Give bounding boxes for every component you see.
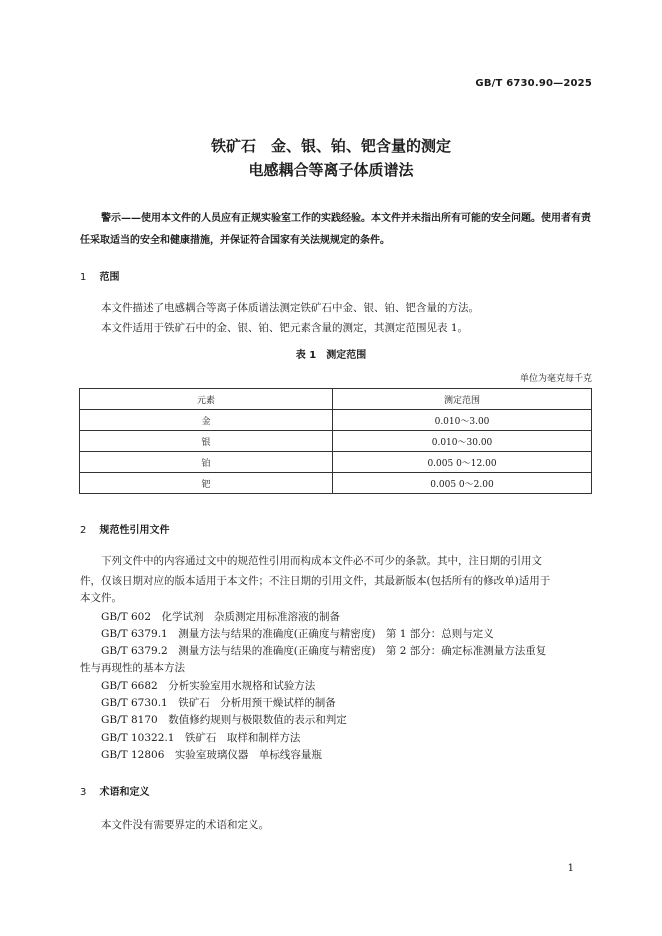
element-cell: 金 <box>80 410 333 431</box>
reference-item: GB/T 6682 分析实验室用水规格和试验方法 <box>101 680 316 692</box>
table-unit: 单位为毫克每千克 <box>519 374 592 384</box>
section2-intro-line: 下列文件中的内容通过文中的规范性引用而构成本文件必不可少的条款。其中，注日期的引用文 <box>101 555 542 567</box>
table-caption: 表 1 测定范围 <box>295 350 367 361</box>
section1-heading <box>80 268 119 283</box>
section2-title: 规范性引用文件 <box>99 525 170 536</box>
section3-number: 3 <box>80 787 87 798</box>
section2-number: 2 <box>80 525 87 536</box>
section1-paragraph: 本文件适用于铁矿石中的金、银、铂、钯元素含量的测定，其测定范围见表 1。 <box>101 322 469 334</box>
section2-heading <box>80 521 169 536</box>
reference-item: GB/T 12806 实验室玻璃仪器 单标线容量瓶 <box>101 749 322 761</box>
reference-item: GB/T 8170 数值修约规则与极限数值的表示和判定 <box>101 714 347 726</box>
table-header-row <box>80 389 592 410</box>
table-row <box>80 431 592 452</box>
element-cell: 铂 <box>80 452 333 473</box>
measurement-range-table <box>79 388 592 494</box>
table-row <box>80 452 592 473</box>
reference-item-continuation: 性与再现性的基本方法 <box>80 662 185 674</box>
element-cell: 钯 <box>80 473 333 494</box>
section2-intro-line: 本文件。 <box>80 592 122 604</box>
section1-number: 1 <box>80 272 87 283</box>
reference-item: GB/T 6379.2 测量方法与结果的准确度(正确度与精密度) 第 2 部分：确定标准测量方法重复 <box>101 645 547 657</box>
table-header-cell: 测定范围 <box>333 389 592 410</box>
table-row <box>80 410 592 431</box>
reference-item: GB/T 6730.1 铁矿石 分析用预干燥试样的制备 <box>101 697 336 709</box>
table-row <box>80 473 592 494</box>
section1-title: 范围 <box>99 272 120 283</box>
reference-item: GB/T 6379.1 测量方法与结果的准确度(正确度与精密度) 第 1 部分：总则与定义 <box>101 628 494 640</box>
range-cell: 0.010～30.00 <box>333 431 592 452</box>
range-cell: 0.010～3.00 <box>333 410 592 431</box>
table-header-cell: 元素 <box>80 389 333 410</box>
reference-item: GB/T 602 化学试剂 杂质测定用标准溶液的制备 <box>101 611 341 623</box>
document-title-line2: 电感耦合等离子体质谱法 <box>248 161 414 179</box>
range-cell: 0.005 0～2.00 <box>333 473 592 494</box>
warning-paragraph: 警示——使用本文件的人员应有正规实验室工作的实践经验。本文件并未指出所有可能的安全问题。使用者有责任采取适当的安全和健康措施，并保证符合国家有关法规规定的条件。 <box>80 213 591 246</box>
section3-heading <box>80 783 149 798</box>
reference-item: GB/T 10322.1 铁矿石 取样和制样方法 <box>101 732 301 744</box>
document-code: GB/T 6730.90—2025 <box>475 78 592 89</box>
range-cell: 0.005 0～12.00 <box>333 452 592 473</box>
page-number: 1 <box>567 863 574 874</box>
section3-title: 术语和定义 <box>99 787 150 798</box>
section3-paragraph: 本文件没有需要界定的术语和定义。 <box>101 819 269 831</box>
element-cell: 银 <box>80 431 333 452</box>
section2-intro-line: 件，仅该日期对应的版本适用于本文件；不注日期的引用文件，其最新版本(包括所有的修改单)适用于 <box>80 575 551 587</box>
section1-paragraph: 本文件描述了电感耦合等离子体质谱法测定铁矿石中金、银、铂、钯含量的方法。 <box>101 302 479 314</box>
document-title-line1: 铁矿石 金、银、铂、钯含量的测定 <box>210 137 451 155</box>
